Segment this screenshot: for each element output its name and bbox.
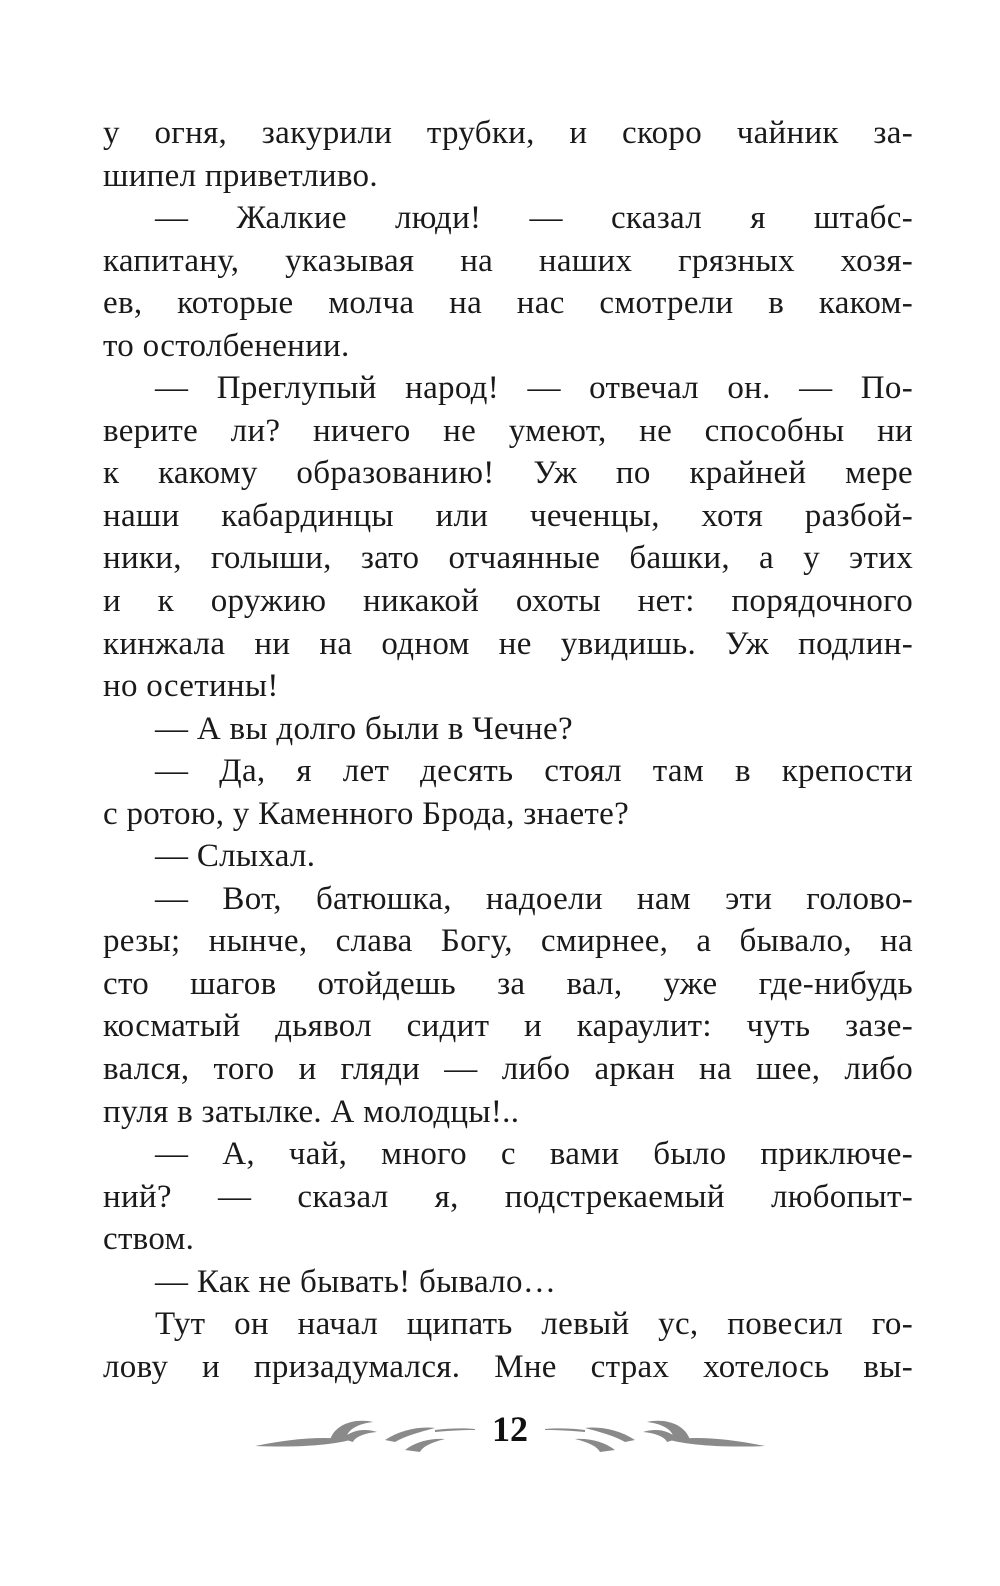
text-line: шипел приветливо. [103, 157, 378, 194]
text-line: ев, которые молча на нас смотрели в каком- [103, 285, 913, 322]
text-line: сто шагов отойдешь за вал, уже где-нибудь [103, 965, 913, 1002]
text-line: — А вы долго были в Чечне? [155, 710, 573, 747]
text-line: то остолбенении. [103, 327, 350, 364]
text-line: ством. [103, 1221, 195, 1258]
text-line: пуля в затылке. А молодцы!.. [103, 1093, 520, 1130]
text-line: — Да, я лет десять стоял там в крепости [155, 753, 913, 790]
text-line: — Слыхал. [155, 838, 316, 875]
text-line: резы; нынче, слава Богу, смирнее, а бывало, на [103, 923, 913, 960]
text-line: наши кабардинцы или чеченцы, хотя разбой- [103, 497, 913, 534]
text-line: кинжала ни на одном не увидишь. Уж подлин- [103, 625, 913, 662]
text-line: — Вот, батюшка, надоели нам эти голово- [155, 880, 913, 917]
text-line: лову и призадумался. Мне страх хотелось вы- [103, 1348, 913, 1385]
page-footer [255, 1400, 765, 1470]
text-line: косматый дьявол сидит и караулит: чуть зазе- [103, 1008, 913, 1045]
text-line: с ротою, у Каменного Брода, знаете? [103, 795, 630, 832]
text-line: у огня, закурили трубки, и скоро чайник за- [103, 115, 913, 151]
text-line: — Жалкие люди! — сказал я штабс- [155, 200, 913, 237]
body-text [103, 112, 913, 1388]
text-line: — А, чай, много с вами было приключе- [155, 1136, 913, 1173]
text-line: и к оружию никакой охоты нет: порядочного [103, 583, 913, 620]
text-line: Тут он начал щипать левый ус, повесил го- [155, 1306, 913, 1343]
text-line: верите ли? ничего не умеют, не способны ни [103, 412, 913, 449]
text-line: капитану, указывая на наших грязных хозя- [103, 242, 913, 279]
text-line: — Преглупый народ! — отвечал он. — По- [155, 370, 913, 407]
text-line: к какому образованию! Уж по крайней мере [103, 455, 913, 492]
text-line: вался, того и гляди — либо аркан на шее, либо [103, 1051, 913, 1088]
text-line: но осетины! [103, 668, 279, 705]
text-line: ники, голыши, зато отчаянные башки, а у этих [103, 540, 913, 577]
text-line: — Как не бывать! бывало… [155, 1263, 557, 1300]
ornament-right-icon [545, 1406, 765, 1456]
page-number: 12 [492, 1409, 528, 1449]
text-line: ний? — сказал я, подстрекаемый любопыт- [103, 1178, 913, 1215]
